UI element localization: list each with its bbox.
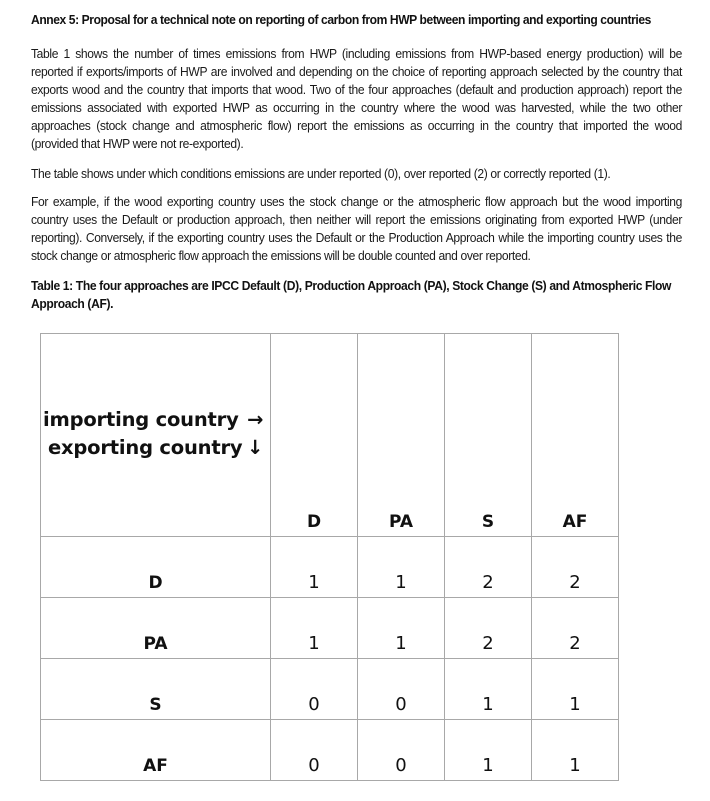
table-cell: 2	[445, 537, 532, 598]
table-cell: 0	[271, 659, 358, 720]
table-cell: 1	[532, 659, 619, 720]
table-cell: 0	[358, 720, 445, 781]
table-cell: 1	[358, 598, 445, 659]
table-cell: 1	[445, 720, 532, 781]
column-header-s: S	[445, 334, 532, 537]
table-row	[41, 537, 619, 598]
corner-cell	[41, 334, 271, 537]
table-cell: 0	[271, 720, 358, 781]
table-cell: 2	[532, 537, 619, 598]
paragraph-intro: Table 1 shows the number of times emissions from HWP (including emissions from HWP-based energy production) will be reported if exports/imports of HWP are involved and depending on the choice of reporting approach selected by the country that exports wood and the country that imports that wood. Two of the four approaches (default and production approach) report the emissions associated with exported HWP as occurring in the country where the wood was harvested, while the two other approaches (stock change and atmospheric flow) report the emissions as occurring in the country that imported the wood (provided that HWP were not re-exported).	[31, 46, 682, 151]
paragraph-example: For example, if the wood exporting country uses the stock change or the atmospheric flow approach but the wood importing country uses the Default or production approach, then neither will report the emissions originating from exported HWP (under reporting). Conversely, if the exporting country uses the Default or the Production Approach while the importing country uses the stock change or atmospheric flow approach the emissions will be double counted and over reported.	[31, 194, 682, 263]
annex-heading: Annex 5: Proposal for a technical note on reporting of carbon from HWP between importing and exporting countries	[31, 12, 651, 27]
column-header-d: D	[271, 334, 358, 537]
arrow-down-icon: ↓	[247, 436, 264, 459]
table-cell: 1	[271, 598, 358, 659]
importing-country-label: importing country →	[43, 406, 242, 434]
table-cell: 0	[358, 659, 445, 720]
row-header-af: AF	[41, 720, 271, 781]
table-cell: 1	[358, 537, 445, 598]
table-cell: 1	[445, 659, 532, 720]
paragraph-conditions: The table shows under which conditions emissions are under reported (0), over reported (2) or correctly reported (1).	[31, 166, 611, 181]
table-caption: Table 1: The four approaches are IPCC Default (D), Production Approach (PA), Stock Change (S) and Atmospheric Flow Approach (AF).	[31, 278, 672, 311]
table-row	[41, 598, 619, 659]
arrow-right-icon: →	[247, 408, 264, 431]
table-cell: 2	[532, 598, 619, 659]
row-header-d: D	[41, 537, 271, 598]
table-row	[41, 659, 619, 720]
column-header-af: AF	[532, 334, 619, 537]
table-cell: 2	[445, 598, 532, 659]
table-row	[41, 720, 619, 781]
row-header-pa: PA	[41, 598, 271, 659]
column-header-pa: PA	[358, 334, 445, 537]
table-cell: 1	[271, 537, 358, 598]
row-header-s: S	[41, 659, 271, 720]
exporting-country-label: exporting country ↓	[43, 434, 242, 462]
table-cell: 1	[532, 720, 619, 781]
table-header-row	[41, 334, 619, 537]
reporting-matrix-table	[40, 333, 619, 781]
